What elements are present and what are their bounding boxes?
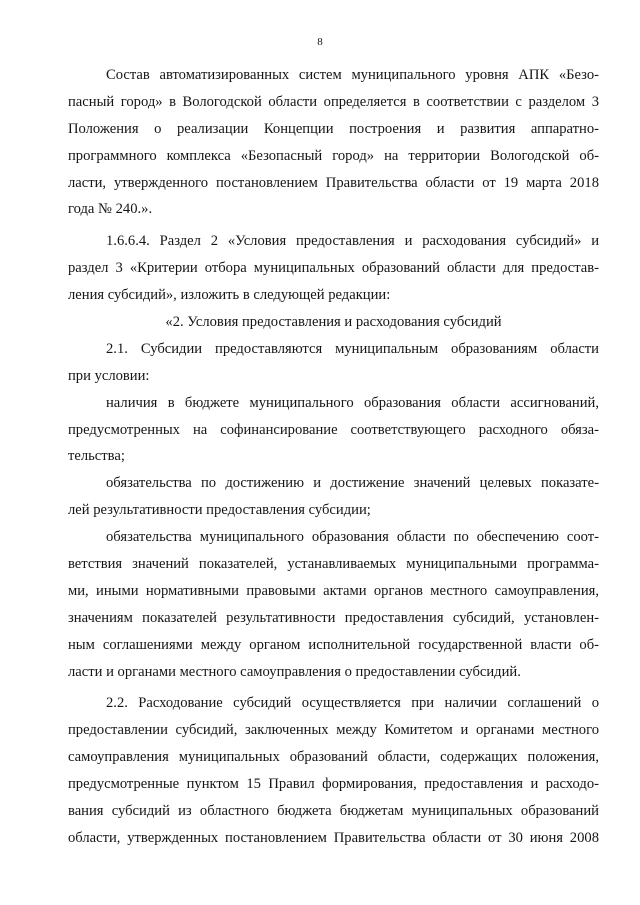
paragraph-section-1-6-6-4 — [68, 228, 599, 309]
text-line: программного комплекса «Безопасный город» на территории Вологодской об- — [68, 147, 599, 164]
text-line: ветствия значений показателей, устанавливаемых муниципальными программа- — [68, 556, 599, 573]
paragraph-condition-indicators — [68, 470, 599, 524]
text-line: тельства; — [68, 448, 125, 465]
text-line: ласти и органами местного самоуправления о предоставлении субсидий. — [68, 663, 521, 680]
text-line: 2.1. Субсидии предоставляются муниципальным образованиям области — [106, 340, 599, 357]
text-line: раздел 3 «Критерии отбора муниципальных образований области для предостав- — [68, 260, 599, 277]
text-line: предоставлении субсидий, заключенных между Комитетом и органами местного — [68, 722, 599, 739]
text-line: самоуправления муниципальных образований области, содержащих положения, — [68, 749, 599, 766]
paragraph-2-1 — [68, 336, 599, 390]
text-line: 2.2. Расходование субсидий осуществляется при наличии соглашений о — [106, 695, 599, 712]
paragraph-condition-compliance — [68, 524, 599, 685]
text-line: Состав автоматизированных систем муниципального уровня АПК «Безо- — [106, 67, 599, 83]
heading-line: «2. Условия предоставления и расходования субсидий — [165, 314, 502, 331]
text-line: предусмотренные пунктом 15 Правил формирования, предоставления и расходо- — [68, 776, 599, 793]
paragraph-apk-composition — [68, 62, 599, 223]
text-line: пасный город» в Вологодской области определяется в соответствии с разделом 3 — [68, 93, 599, 110]
text-line: Положения о реализации Концепции построения и развития аппаратно- — [68, 120, 599, 137]
paragraph-condition-budget — [68, 390, 599, 471]
text-line: обязательства муниципального образования области по обеспечению соот- — [106, 529, 599, 546]
text-line: лей результативности предоставления субсидии; — [68, 502, 371, 519]
paragraph-2-2 — [68, 690, 599, 851]
text-line: обязательства по достижению и достижение значений целевых показате- — [106, 475, 599, 492]
text-line: ми, иными нормативными правовыми актами органов местного самоуправления, — [68, 582, 599, 599]
text-line: ласти, утвержденного постановлением Правительства области от 19 марта 2018 — [68, 174, 599, 191]
text-line: вания субсидий из областного бюджета бюджетам муниципальных образований — [68, 803, 599, 820]
text-line: ным соглашениями между органом исполнительной государственной власти об- — [68, 636, 599, 653]
text-line: года № 240.». — [68, 201, 153, 218]
text-line: области, утвержденных постановлением Правительства области от 30 июня 2008 — [68, 829, 599, 846]
text-line: значениям показателей результативности предоставления субсидий, установлен- — [68, 609, 599, 626]
text-line: при условии: — [68, 367, 150, 384]
text-line: ления субсидий», изложить в следующей редакции: — [68, 287, 391, 304]
text-line: предусмотренных на софинансирование соответствующего расходного обяза- — [68, 421, 599, 438]
page-number: 8 — [317, 36, 323, 48]
document-body — [68, 62, 599, 852]
section-heading — [68, 309, 599, 336]
text-line: 1.6.6.4. Раздел 2 «Условия предоставления и расходования субсидий» и — [106, 233, 599, 250]
text-line: наличия в бюджете муниципального образования области ассигнований, — [106, 394, 599, 411]
